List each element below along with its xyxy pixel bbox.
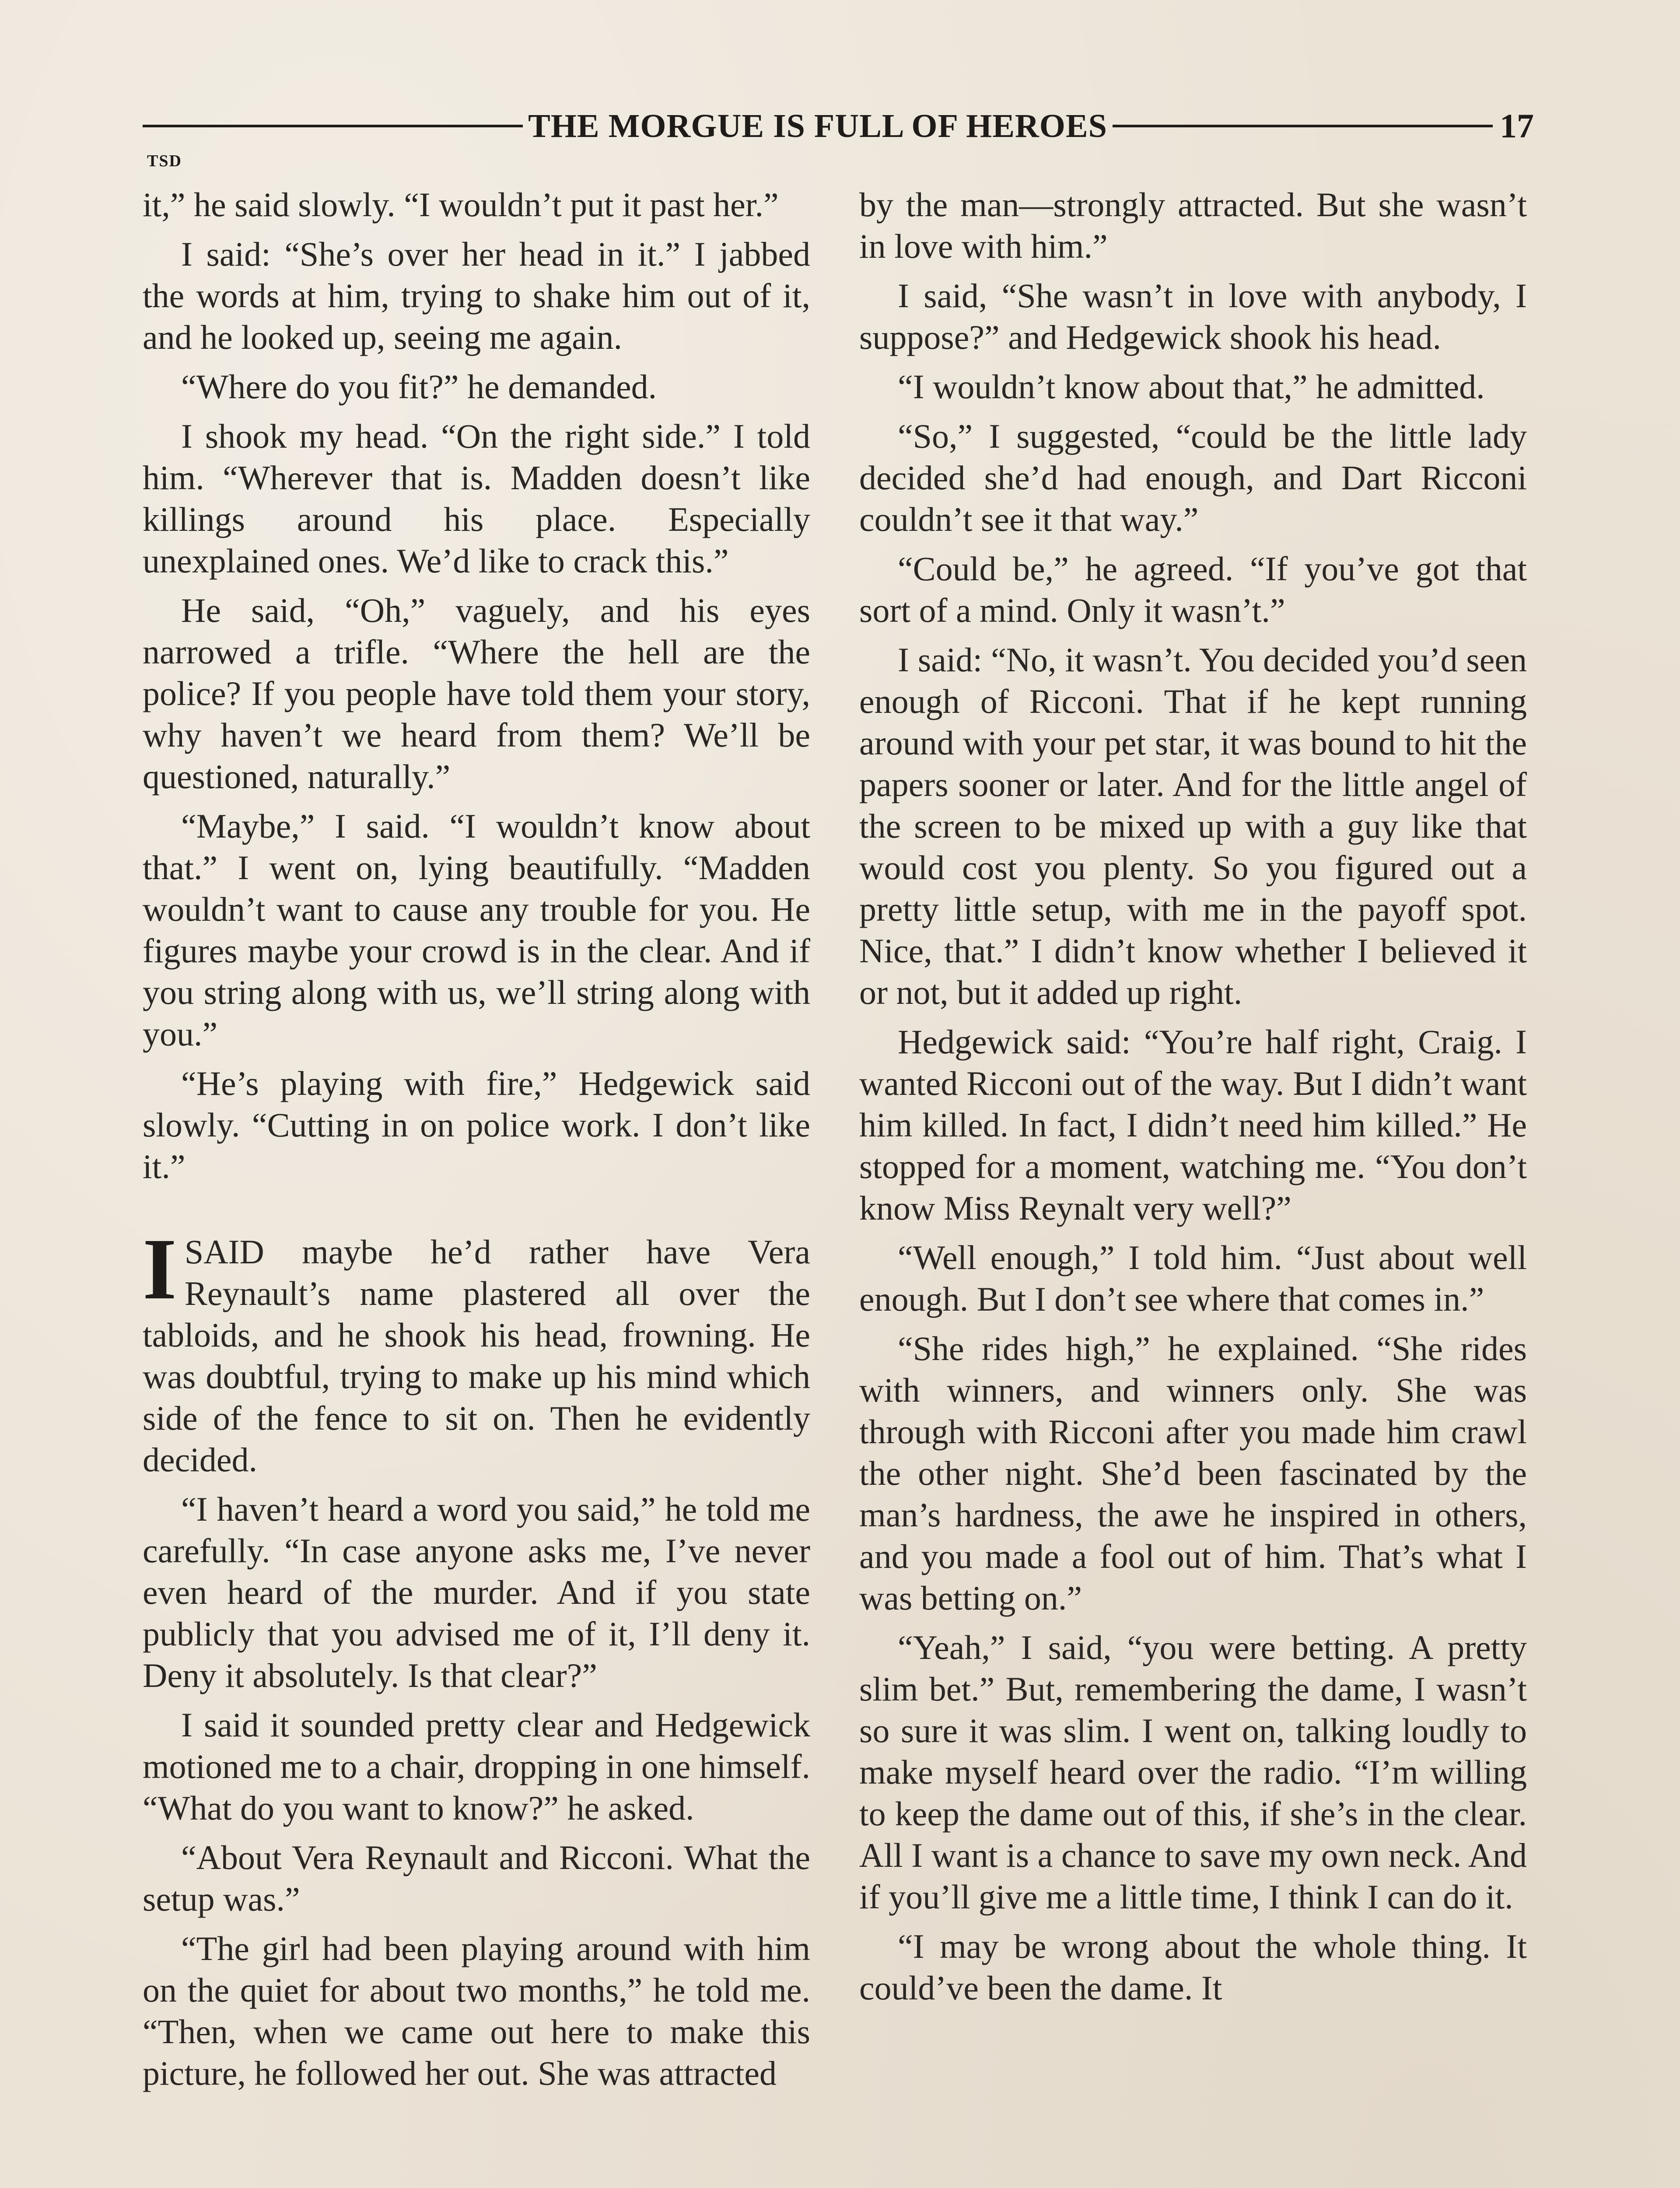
paragraph: “Maybe,” I said. “I wouldn’t know about that.” I went on, lying beautifully. “Madden wouldn’t want to cause any trouble for you. He figures maybe your crowd is in the clear. And if you string along with us, we’ll string along with you.”	[143, 807, 810, 1053]
paragraph: “Could be,” he agreed. “If you’ve got that sort of a mind. Only it wasn’t.”	[859, 550, 1527, 629]
page-number: 17	[1500, 107, 1534, 145]
paragraph: by the man—strongly attracted. But she wasn’t in love with him.”	[859, 186, 1527, 265]
paragraph: I shook my head. “On the right side.” I told him. “Wherever that is. Madden doesn’t like killings around his place. Especially unexplained ones. We’d like to crack this.”	[143, 417, 810, 580]
paragraph: I said it sounded pretty clear and Hedgewick motioned me to a chair, dropping in one himself. “What do you want to know?” he asked.	[143, 1706, 810, 1827]
paragraph: “So,” I suggested, “could be the little lady decided she’d had enough, and Dart Ricconi couldn’t see it that way.”	[859, 417, 1527, 538]
paragraph: I said: “No, it wasn’t. You decided you’d seen enough of Ricconi. That if he kept running around with your pet star, it was bound to hit the papers sooner or later. And for the little angel of the screen to be mixed up with a guy like that would cost you plenty. So you figured out a pretty little setup, with me in the payoff spot. Nice, that.” I didn’t know whether I believed it or not, but it added up right.	[859, 641, 1527, 1011]
paragraph: He said, “Oh,” vaguely, and his eyes narrowed a trifle. “Where the hell are the police? If you people have told them your story, why haven’t we heard from them? We’ll be questioned, naturally.”	[143, 591, 810, 796]
story-title: THE MORGUE IS FULL OF HEROES	[528, 107, 1107, 144]
dropcap-paragraph-text: SAID maybe he’d rather have Vera Reynault’s name plastered all over the tabloids, and he shook his head, frowning. He was doubtful, trying to make up his mind which side of the fence to sit on. Then he evidently decided.	[143, 1233, 810, 1479]
running-header	[143, 100, 1534, 152]
paragraph: it,” he said slowly. “I wouldn’t put it past her.”	[143, 186, 779, 224]
paragraph: “Yeah,” I said, “you were betting. A pretty slim bet.” But, remembering the dame, I wasn’t so sure it was slim. I went on, talking loudly to make myself heard over the radio. “I’m willing to keep the dame out of this, if she’s in the clear. All I want is a chance to save my own neck. And if you’ll give me a little time, I think I can do it.	[859, 1628, 1527, 1916]
dropcap-paragraph	[143, 1221, 810, 1480]
publication-code: TSD	[147, 152, 182, 170]
paragraph: “She rides high,” he explained. “She rides with winners, and winners only. She was through with Ricconi after you made him crawl the other night. She’d been fascinated by the man’s hardness, the awe he inspired in others, and you made a fool out of him. That’s what I was betting on.”	[859, 1329, 1527, 1617]
header-rule-left	[143, 125, 523, 127]
right-column	[859, 184, 1527, 2188]
paragraph: I said: “She’s over her head in it.” I jabbed the words at him, trying to shake him out of it, and he looked up, seeing me again.	[143, 235, 810, 356]
paragraph: “I wouldn’t know about that,” he admitted.	[898, 368, 1485, 406]
left-column	[143, 184, 810, 2188]
paragraph: “He’s playing with fire,” Hedgewick said slowly. “Cutting in on police work. I don’t like it.”	[143, 1064, 810, 1185]
paragraph: “The girl had been playing around with him on the quiet for about two months,” he told me. “Then, when we came out here to make this picture, he followed her out. She was attracted	[143, 1929, 810, 2092]
paragraph: Hedgewick said: “You’re half right, Craig. I wanted Ricconi out of the way. But I didn’t want him killed. In fact, I didn’t need him killed.” He stopped for a moment, watching me. “You don’t know Miss Reynalt very well?”	[859, 1023, 1527, 1227]
paragraph: “I haven’t heard a word you said,” he told me carefully. “In case anyone asks me, I’ve never even heard of the murder. And if you state publicly that you advised me of it, I’ll deny it. Deny it absolutely. Is that clear?”	[143, 1490, 810, 1694]
section-break	[143, 1195, 810, 1231]
paragraph: “I may be wrong about the whole thing. It could’ve been the dame. It	[859, 1927, 1527, 2007]
paragraph: “Where do you fit?” he demanded.	[181, 368, 657, 406]
drop-cap: I	[143, 1221, 177, 1318]
paragraph: “About Vera Reynault and Ricconi. What the setup was.”	[143, 1838, 810, 1918]
paragraph: I said, “She wasn’t in love with anybody, I suppose?” and Hedgewick shook his head.	[859, 277, 1527, 356]
paragraph: “Well enough,” I told him. “Just about well enough. But I don’t see where that comes in.”	[859, 1238, 1527, 1318]
header-rule-right	[1113, 125, 1493, 127]
